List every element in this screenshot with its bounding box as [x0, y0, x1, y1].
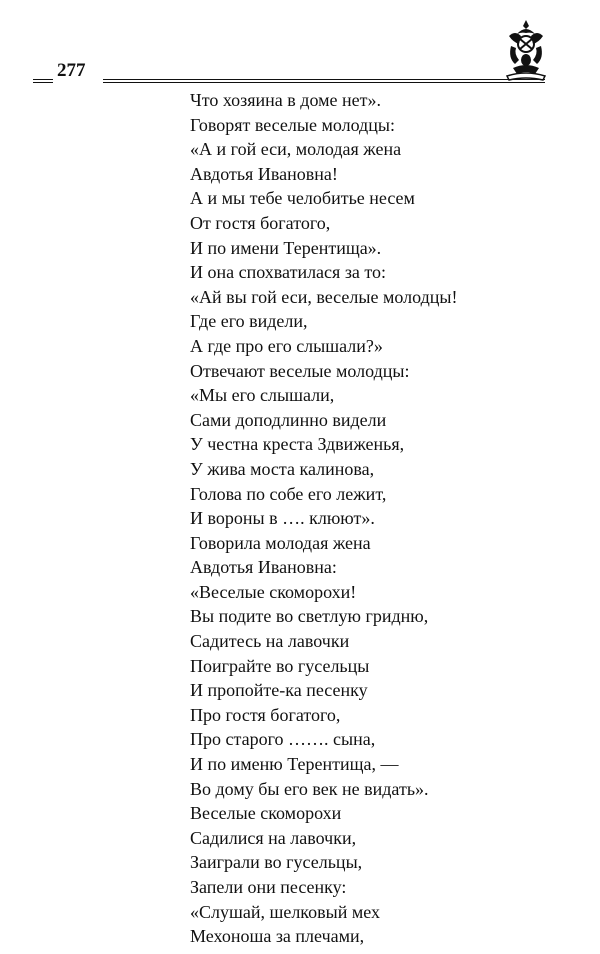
poem-line: Веселые скоморохи: [190, 803, 342, 824]
poem-line: Авдотья Ивановна!: [190, 163, 338, 184]
poem-line: Садилися на лавочки,: [190, 827, 357, 848]
poem-line: А и мы тебе челобитье несем: [190, 188, 415, 209]
poem-line: Мехоноша за плечами,: [190, 926, 365, 947]
poem-line: Про гостя богатого,: [190, 704, 341, 725]
poem-line: А где про его слышали?»: [190, 335, 383, 356]
poem-line: И по имени Терентища».: [190, 237, 382, 258]
poem-line: Авдотья Ивановна:: [190, 557, 337, 578]
page-header: [33, 60, 545, 84]
poem-line: «Веселые скоморохи!: [190, 581, 357, 602]
poem-line: Сами доподлинно видели: [190, 409, 387, 430]
header-rule-left: [33, 79, 53, 80]
ornament-icon: [505, 20, 547, 82]
poem-line: Говорят веселые молодцы:: [190, 114, 395, 135]
poem-line: И по именю Терентища, —: [190, 754, 399, 775]
poem-line: У жива моста калинова,: [190, 458, 375, 479]
poem-text: [190, 88, 457, 949]
poem-line: «Ай вы гой еси, веселые молодцы!: [190, 286, 458, 307]
header-rule: [103, 79, 545, 80]
page-number: 277: [57, 60, 86, 81]
poem-line: Заиграли во гусельцы,: [190, 852, 363, 873]
poem-line: Вы подите во светлую гридню,: [190, 606, 429, 627]
poem-line: От гостя богатого,: [190, 212, 331, 233]
poem-line: У честна креста Здвиженья,: [190, 434, 405, 455]
poem-line: Садитесь на лавочки: [190, 631, 350, 652]
poem-line: Голова по собе его лежит,: [190, 483, 387, 504]
poem-line: И она спохватилася за то:: [190, 262, 387, 283]
poem-line: И вороны в …. клюют».: [190, 508, 375, 529]
poem-line: Говорила молодая жена: [190, 532, 371, 553]
poem-line: «Мы его слышали,: [190, 385, 335, 406]
poem-line: Запели они песенку:: [190, 877, 347, 897]
poem-line: Что хозяина в доме нет».: [190, 90, 381, 110]
poem-line: Про старого ……. сына,: [190, 729, 376, 750]
poem-line: «А и гой еси, молодая жена: [190, 139, 402, 160]
header-rule-left-thin: [33, 82, 53, 83]
poem-line: Поиграйте во гусельцы: [190, 655, 370, 676]
poem-line: Во дому бы его век не видать».: [190, 778, 429, 799]
poem-line: И пропойте-ка песенку: [190, 680, 368, 701]
poem-line: Где его видели,: [190, 311, 308, 332]
poem-line: «Слушай, шелковый мех: [190, 901, 381, 922]
header-rule-thin: [103, 82, 545, 83]
poem-line: Отвечают веселые молодцы:: [190, 360, 410, 381]
